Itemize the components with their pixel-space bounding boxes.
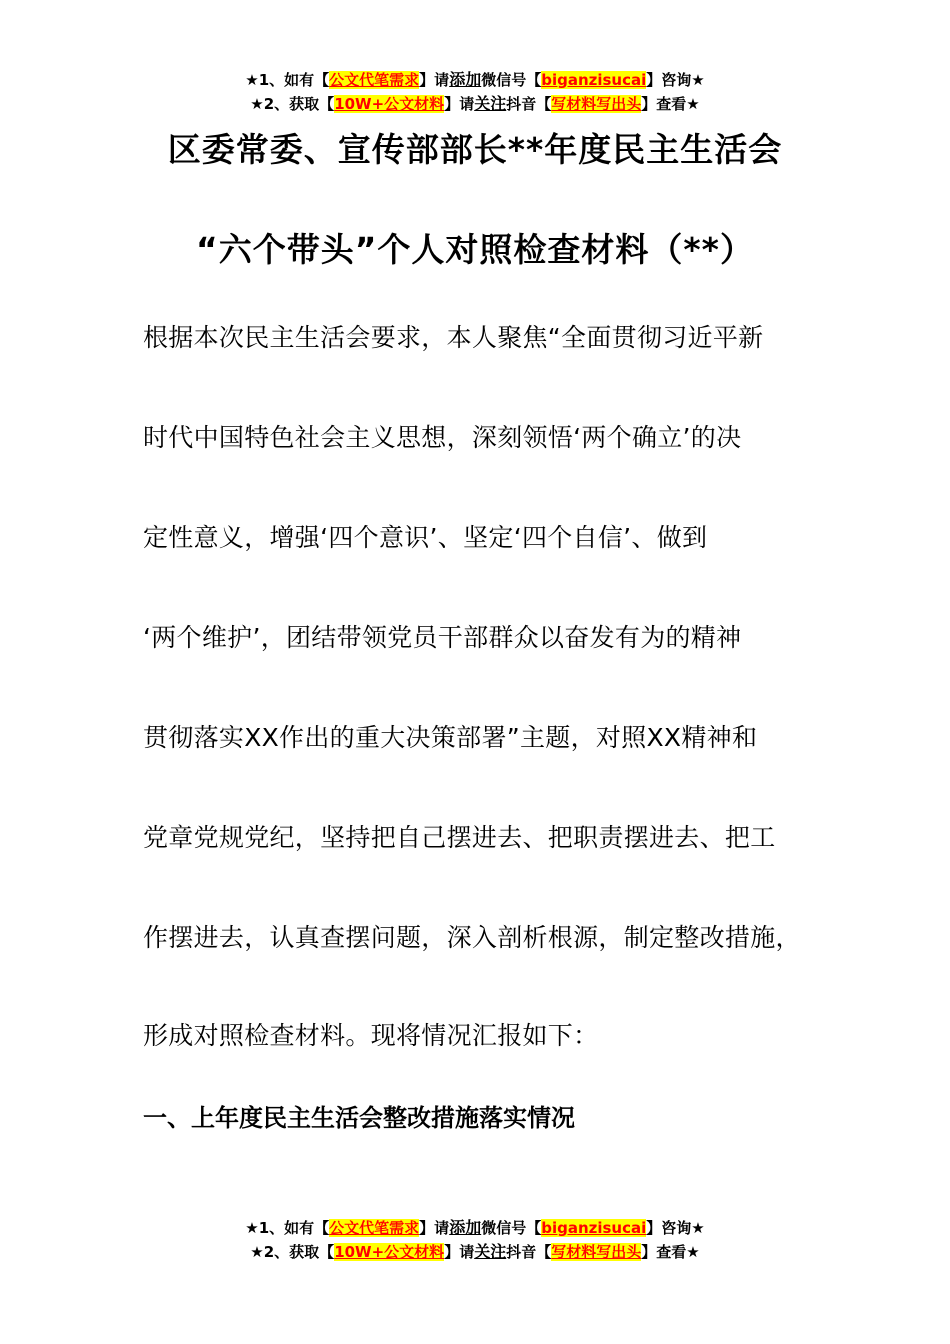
body-line: 作摆进去，认真查摆问题，深入剖析根源，制定整改措施， (143, 923, 801, 952)
body-line: 党章党规党纪，坚持把自己摆进去、把职责摆进去、把工 (143, 823, 776, 852)
promo-highlight: 10W+公文材料 (334, 95, 445, 113)
promo-highlight: biganzisucai (541, 71, 647, 89)
body-line: 根据本次民主生活会要求，本人聚焦“全面贯彻习近平新 (143, 323, 764, 352)
body-line: 形成对照检查材料。现将情况汇报如下： (143, 1021, 599, 1050)
promo-highlight: 写材料写出头 (551, 1243, 642, 1261)
promo-line-2: ★2、获取【10W+公文材料】请关注抖音【写材料写出头】查看★ (250, 94, 700, 113)
promo-line-1: ★1、如有【公文代笔需求】请添加微信号【biganzisucai】咨询★ (245, 70, 705, 89)
promo-highlight: 写材料写出头 (551, 95, 642, 113)
body-line: ‘两个维护’，团结带领党员干部群众以奋发有为的精神 (143, 623, 742, 652)
document-title-line-1: 区委常委、宣传部部长**年度民主生活会 (167, 130, 783, 169)
promo-line-2: ★2、获取【10W+公文材料】请关注抖音【写材料写出头】查看★ (250, 1242, 700, 1261)
document-title-line-2: “六个带头”个人对照检查材料（**） (196, 230, 754, 269)
promo-line-1: ★1、如有【公文代笔需求】请添加微信号【biganzisucai】咨询★ (245, 1218, 705, 1237)
promo-highlight: 10W+公文材料 (334, 1243, 445, 1261)
promo-highlight: biganzisucai (541, 1219, 647, 1237)
promo-highlight: 公文代笔需求 (329, 71, 420, 89)
body-line: 贯彻落实XX作出的重大决策部署”主题，对照XX精神和 (143, 723, 758, 752)
section-heading: 一、上年度民主生活会整改措施落实情况 (143, 1104, 575, 1132)
top-promo-banner (0, 68, 950, 116)
body-line: 时代中国特色社会主义思想，深刻领悟‘两个确立’的决 (143, 423, 742, 452)
bottom-promo-banner (0, 1216, 950, 1264)
promo-highlight: 公文代笔需求 (329, 1219, 420, 1237)
body-line: 定性意义，增强‘四个意识’、坚定‘四个自信’、做到 (143, 523, 708, 552)
